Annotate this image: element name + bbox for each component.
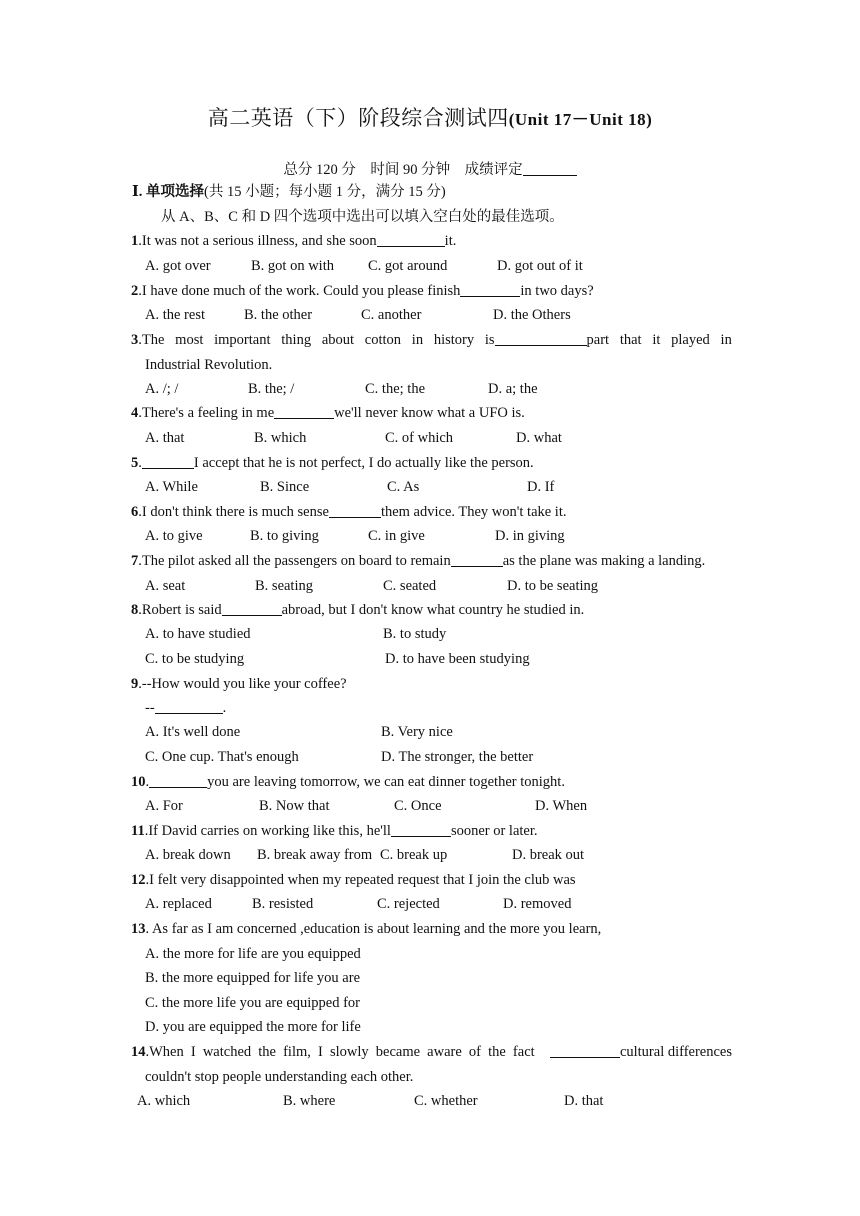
- question-2: 2.I have done much of the work. Could you please finish in two days?: [131, 283, 594, 299]
- exam-title: [0, 102, 860, 132]
- option-c: C. break up: [380, 847, 448, 863]
- question-8: 8.Robert is said abroad, but I don't know what country he studied in.: [131, 602, 585, 618]
- question-number: 14: [131, 1044, 146, 1060]
- exam-title-cn: 高二英语（下）阶段综合测试四: [207, 106, 509, 130]
- option-c: C. another: [361, 307, 422, 323]
- option-a: A. While: [145, 479, 198, 495]
- question-number: 2: [131, 283, 139, 299]
- section-title: 单项选择: [146, 184, 205, 200]
- question-number: 7: [131, 553, 139, 569]
- question-10: 10. you are leaving tomorrow, we can eat dinner together tonight.: [131, 774, 565, 790]
- option-a: A. break down: [145, 847, 231, 863]
- exam-meta: [0, 158, 860, 179]
- question-number: 6: [131, 504, 139, 520]
- option-b: B. Very nice: [381, 724, 453, 740]
- question-14: 14 .When I watched the film, I slowly became aware of the fact cultural differences: [131, 1044, 732, 1060]
- option-a: A. For: [145, 798, 183, 814]
- answer-blank: [329, 504, 381, 518]
- option-c: C. Once: [394, 798, 442, 814]
- option-c: C. whether: [414, 1093, 478, 1109]
- answer-blank: [550, 1044, 620, 1058]
- option-c: C. rejected: [377, 896, 440, 912]
- option-c: C. got around: [368, 258, 448, 274]
- option-c: C. the; the: [365, 381, 426, 397]
- option-a: A. replaced: [145, 896, 212, 912]
- question-number: 13: [131, 921, 146, 937]
- answer-blank: [495, 332, 587, 346]
- option-c: C. seated: [383, 578, 437, 594]
- answer-blank: [460, 283, 520, 297]
- option-d: D. break out: [512, 847, 585, 863]
- option-a: A. to have studied: [145, 626, 251, 642]
- question-12: 12.I felt very disappointed when my repeated request that I join the club was: [131, 872, 576, 888]
- option-a: A. /; /: [145, 381, 179, 397]
- question-1: 1.It was not a serious illness, and she soon it.: [131, 233, 457, 249]
- option-b: B. break away from: [257, 847, 373, 863]
- option-d: D. removed: [503, 896, 572, 912]
- question-4: 4.There's a feeling in me we'll never know what a UFO is.: [131, 405, 525, 421]
- option-b: B. got on with: [251, 258, 334, 274]
- section-number: Ⅰ.: [132, 184, 143, 200]
- time-limit: 时间 90 分钟: [370, 162, 451, 178]
- option-b: B. Since: [260, 479, 310, 495]
- answer-blank: [149, 774, 207, 788]
- answer-blank: [451, 553, 503, 567]
- question-number: 9: [131, 676, 139, 692]
- option-a: A. the rest: [145, 307, 205, 323]
- option-a: A. that: [145, 430, 185, 446]
- option-b: B. where: [283, 1093, 336, 1109]
- option-b: B. the; /: [248, 381, 295, 397]
- option-d: D. to have been studying: [385, 651, 530, 667]
- question-number: 5: [131, 455, 139, 471]
- question-number: 4: [131, 405, 139, 421]
- answer-blank: [222, 602, 282, 616]
- section-instruction: 从 A、B、C 和 D 四个选项中选出可以填入空白处的最佳选项。: [161, 209, 564, 225]
- option-b: B. the other: [244, 307, 313, 323]
- option-d: D. the Others: [493, 307, 571, 323]
- option-a: A. which: [137, 1093, 191, 1109]
- option-b: B. which: [254, 430, 307, 446]
- option-a: A. to give: [145, 528, 203, 544]
- option-d: D. a; the: [488, 381, 538, 397]
- grade-label: 成绩评定: [464, 162, 523, 178]
- question-number: 8: [131, 602, 139, 618]
- answer-blank: [377, 233, 445, 247]
- option-d: D. When: [535, 798, 588, 814]
- answer-blank: [391, 823, 451, 837]
- option-d: D. in giving: [495, 528, 565, 544]
- question-number: 3: [131, 332, 139, 348]
- option-c: C. One cup. That's enough: [145, 749, 299, 765]
- option-b: B. to giving: [250, 528, 319, 544]
- option-d: D. you are equipped the more for life: [145, 1019, 361, 1035]
- option-a: A. got over: [145, 258, 211, 274]
- option-a: A. It's well done: [145, 724, 241, 740]
- exam-title-unit: (Unit 17－Unit 18): [508, 110, 653, 129]
- option-d: D. got out of it: [497, 258, 583, 274]
- question-9: 9.--How would you like your coffee?: [131, 676, 347, 692]
- option-b: B. the more equipped for life you are: [145, 970, 361, 986]
- question-number: 11: [131, 823, 145, 839]
- question-5: 5. I accept that he is not perfect, I do actually like the person.: [131, 455, 534, 471]
- option-c: C. of which: [385, 430, 454, 446]
- question-6: 6.I don't think there is much sense them advice. They won't take it.: [131, 504, 567, 520]
- question-3-cont: Industrial Revolution.: [145, 357, 273, 373]
- option-b: B. seating: [255, 578, 313, 594]
- question-11: 11.If David carries on working like this, he'll sooner or later.: [131, 823, 538, 839]
- option-b: B. to study: [383, 626, 447, 642]
- option-b: B. Now that: [259, 798, 330, 814]
- total-score: 总分 120 分: [283, 162, 356, 178]
- option-c: C. to be studying: [145, 651, 245, 667]
- question-number: 12: [131, 872, 146, 888]
- question-7: 7.The pilot asked all the passengers on board to remain as the plane was making a landing.: [131, 553, 706, 569]
- question-14-cont: couldn't stop people understanding each other.: [145, 1069, 414, 1085]
- option-d: D. The stronger, the better: [381, 749, 534, 765]
- option-d: D. that: [564, 1093, 604, 1109]
- option-b: B. resisted: [252, 896, 314, 912]
- section-note: (共 15 小题；每小题 1 分，满分 15 分): [204, 184, 446, 200]
- answer-blank: [274, 405, 334, 419]
- grade-blank: [523, 161, 577, 176]
- option-d: D. what: [516, 430, 562, 446]
- answer-blank: [142, 455, 194, 469]
- question-number: 1: [131, 233, 139, 249]
- question-3: 3.The most important thing about cotton in history is part that it played in: [131, 332, 732, 348]
- section-heading: [132, 183, 446, 201]
- option-c: C. in give: [368, 528, 425, 544]
- option-d: D. to be seating: [507, 578, 599, 594]
- option-d: D. If: [527, 479, 555, 495]
- answer-blank: [155, 700, 223, 714]
- option-a: A. seat: [145, 578, 186, 594]
- question-13: 13. As far as I am concerned ,education is about learning and the more you learn,: [131, 921, 602, 937]
- question-number: 10: [131, 774, 146, 790]
- option-c: C. As: [387, 479, 420, 495]
- option-a: A. the more for life are you equipped: [145, 946, 361, 962]
- option-c: C. the more life you are equipped for: [145, 995, 361, 1011]
- question-9-reply: -- .: [145, 700, 227, 716]
